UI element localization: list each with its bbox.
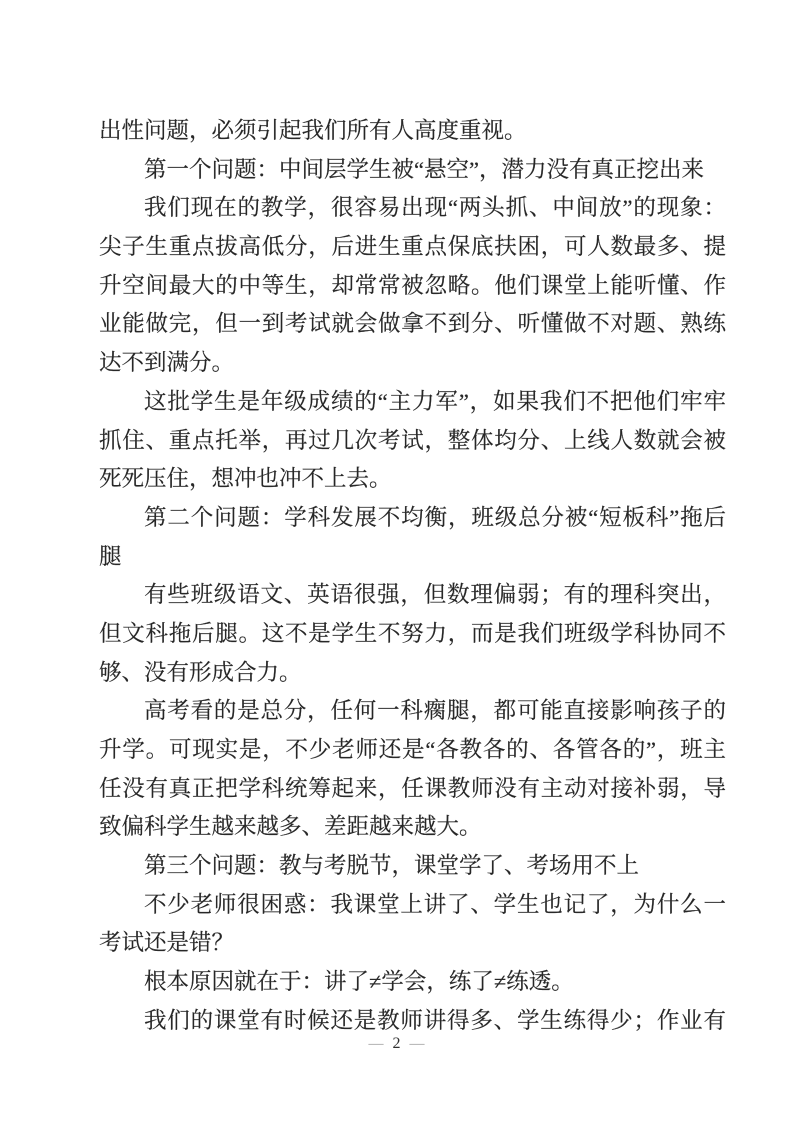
text-line: 够、没有形成合力。: [99, 659, 302, 685]
text-line: 不少老师很困惑：我课堂上讲了、学生也记了，为什么一: [144, 891, 726, 917]
text-line: 第二个问题：学科发展不均衡，班级总分被“短板科”拖后: [144, 504, 726, 530]
text-line: 根本原因就在于：讲了≠学会，练了≠练透。: [144, 969, 574, 995]
text-line: 高考看的是总分，任何一科瘸腿，都可能直接影响孩子的: [144, 698, 726, 724]
text-line: 达不到满分。: [99, 350, 235, 376]
text-line: 抓住、重点托举，再过几次考试，整体均分、上线人数就会被: [99, 427, 726, 453]
page-number: 2: [392, 1035, 401, 1052]
text-line: 业能做完，但一到考试就会做拿不到分、听懂做不对题、熟练: [99, 311, 726, 337]
text-line: 致偏科学生越来越多、差距越来越大。: [99, 814, 482, 840]
text-line: 考试还是错？: [99, 930, 235, 956]
text-line: 第三个问题：教与考脱节，课堂学了、考场用不上: [144, 853, 640, 879]
text-line: 升学。可现实是，不少老师还是“各教各的、各管各的”，班主: [99, 737, 726, 762]
text-line: 我们现在的教学，很容易出现“两头抓、中间放”的现象：: [144, 195, 726, 221]
text-block: [99, 112, 726, 1041]
footer-left-dash: —: [368, 1036, 384, 1052]
text-line: 有些班级语文、英语很强，但数理偏弱；有的理科突出，: [144, 582, 726, 608]
footer-right-dash: —: [409, 1036, 425, 1052]
text-line: 出性问题，必须引起我们所有人高度重视。: [99, 118, 527, 143]
text-line: 这批学生是年级成绩的“主力军”，如果我们不把他们牢牢: [144, 388, 726, 414]
text-line: 但文科拖后腿。这不是学生不努力，而是我们班级学科协同不: [99, 620, 726, 646]
text-line: 死死压住，想冲也冲不上去。: [99, 466, 392, 492]
text-line: 腿: [99, 543, 122, 569]
page-footer: [0, 1034, 793, 1054]
text-line: 升空间最大的中等生，却常常被忽略。他们课堂上能听懂、作: [99, 272, 726, 298]
text-line: 第一个问题：中间层学生被“悬空”，潜力没有真正挖出来: [144, 156, 704, 182]
text-line: 任没有真正把学科统筹起来，任课教师没有主动对接补弱，导: [99, 775, 726, 801]
text-line: 我们的课堂有时候还是教师讲得多、学生练得少；作业有: [144, 1007, 726, 1033]
text-line: 尖子生重点拔高低分，后进生重点保底扶困，可人数最多、提: [99, 234, 726, 260]
